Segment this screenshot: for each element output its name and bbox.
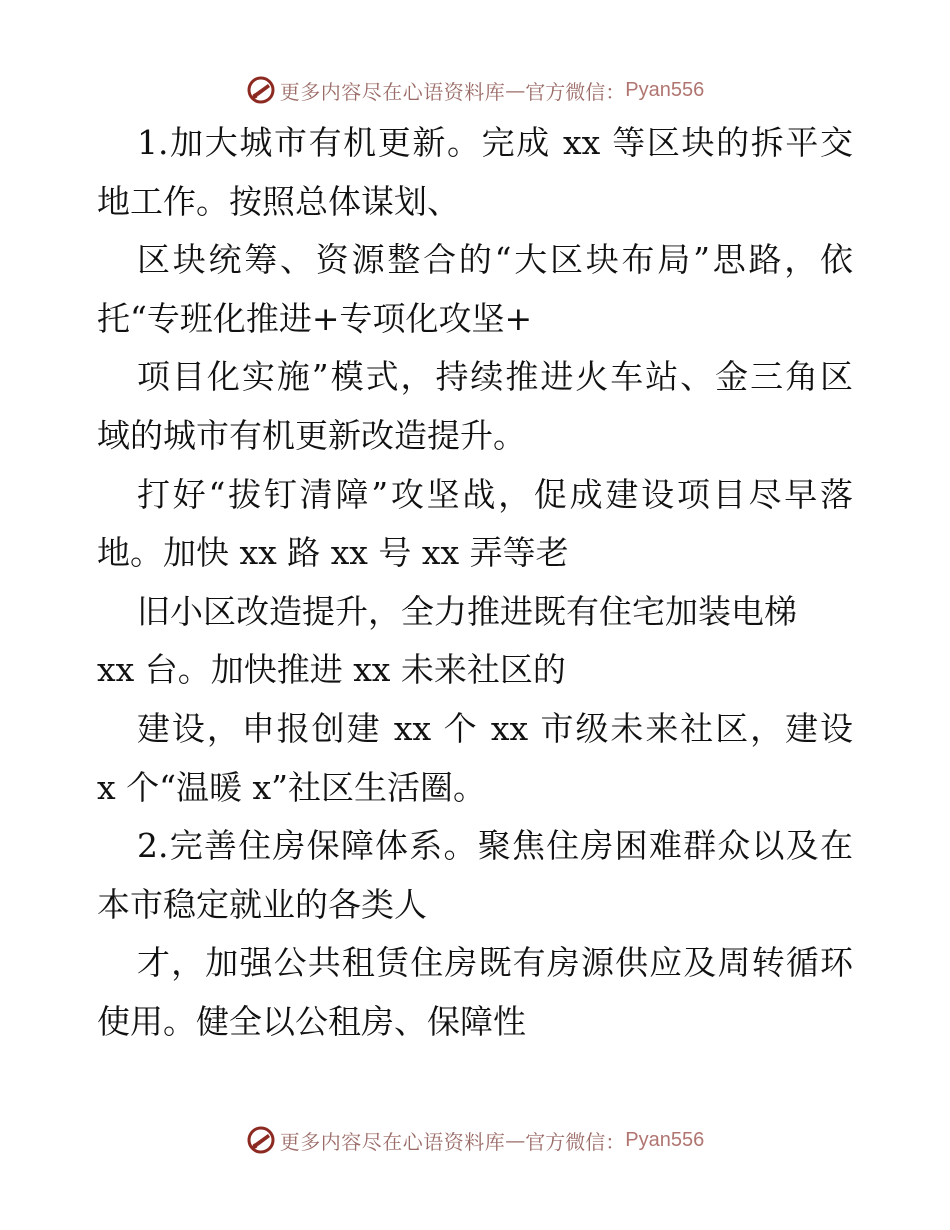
watermark-header	[0, 70, 950, 110]
text-line: 地。加快 xx 路 xx 号 xx 弄等老	[97, 533, 569, 573]
text-line: 建设，申报创建 xx 个 xx 市级未来社区，建设	[137, 708, 853, 748]
text-line: 旧小区改造提升，全力推进既有住宅加装电梯	[137, 591, 797, 631]
text-line: 1.加大城市有机更新。完成 xx 等区块的拆平交	[137, 123, 853, 162]
watermark-text: 更多内容尽在心语资料库	[279, 79, 506, 104]
text-line: 域的城市有机更新改造提升。	[97, 415, 526, 455]
text-line: 才，加强公共租赁住房既有房源供应及周转循环	[137, 943, 853, 983]
watermark-contact-label: 官方微信：	[525, 79, 626, 104]
text-line: 打好“拔钉清障”攻坚战，促成建设项目尽早落	[137, 474, 853, 514]
text-line: 项目化实施”模式，持续推进火车站、金三角区	[137, 357, 853, 397]
document-body	[97, 114, 853, 1052]
watermark-wechat-id: Pyan556	[625, 78, 705, 101]
text-line: 本市稳定就业的各类人	[97, 884, 427, 924]
red-seal-logo-icon	[246, 1125, 276, 1155]
watermark-footer	[0, 1120, 950, 1160]
watermark-separator: —	[505, 78, 526, 102]
text-line: x 个“温暖 x”社区生活圈。	[97, 767, 486, 807]
watermark-text: 更多内容尽在心语资料库	[279, 1129, 506, 1154]
text-line: 地工作。按照总体谋划、	[97, 181, 460, 221]
watermark-wechat-id: Pyan556	[625, 1128, 705, 1151]
text-line: 2.完善住房保障体系。聚焦住房困难群众以及在	[137, 826, 853, 866]
text-line: xx 台。加快推进 xx 未来社区的	[97, 650, 566, 690]
text-line: 区块统筹、资源整合的“大区块布局”思路，依	[137, 240, 853, 280]
text-line: 托“专班化推进+专项化攻坚+	[97, 298, 533, 338]
red-seal-logo-icon	[246, 75, 276, 105]
text-line: 使用。健全以公租房、保障性	[97, 1001, 526, 1041]
watermark-contact-label: 官方微信：	[525, 1129, 626, 1154]
watermark-separator: —	[505, 1128, 526, 1152]
